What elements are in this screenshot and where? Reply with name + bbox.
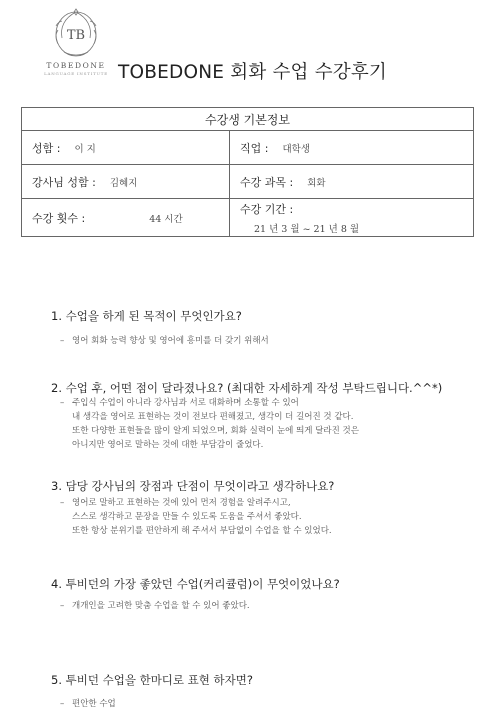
answer-line: 스스로 생각하고 문장을 만들 수 있도록 도움을 주셔서 좋았다.: [72, 512, 302, 522]
page-title: TOBEDONE 회화 수업 수강후기: [118, 62, 387, 83]
answer-2: [60, 396, 359, 452]
answer-4: [60, 599, 250, 613]
teacher-cell: [22, 165, 230, 199]
period-value: 21 년 3 월 ~ 21 년 8 월: [254, 223, 360, 235]
question-2: 2. 수업 후, 어떤 점이 달라졌나요? (최대한 자세하게 작성 부탁드립니다.^^*): [51, 381, 443, 395]
course-value: 회화: [307, 177, 326, 189]
teacher-value: 김혜지: [109, 177, 138, 189]
info-table-heading: 수강생 기본정보: [22, 108, 474, 131]
logo-emblem-icon: [50, 8, 102, 60]
logo: [28, 8, 124, 76]
count-value: 44 시간: [149, 213, 183, 225]
student-info-table: [21, 107, 474, 237]
answer-5: [60, 697, 116, 711]
answer-3: [60, 496, 332, 538]
logo-subtitle: LANGUAGE INSTITUTE: [44, 71, 108, 76]
answer-line: 또한 항상 분위기를 편안하게 해 주셔서 부담없이 수업을 할 수 있었다.: [72, 526, 332, 536]
question-5: 5. 투비던 수업을 한마디로 표현 하자면?: [51, 673, 253, 687]
period-label: 수강 기간 :: [240, 202, 294, 216]
answer-line: – 영어로 말하고 표현하는 것에 있어 먼저 경험을 알려주시고,: [60, 498, 291, 508]
job-label: 직업 :: [240, 141, 269, 155]
answer-line: – 주입식 수업이 아니라 강사님과 서로 대화하며 소통할 수 있어: [60, 398, 299, 408]
answer-line: – 개개인을 고려한 맞춤 수업을 할 수 있어 좋았다.: [60, 601, 250, 611]
question-1: 1. 수업을 하게 된 목적이 무엇인가요?: [51, 309, 242, 323]
answer-line: – 편안한 수업: [60, 699, 116, 709]
name-value: 이 지: [74, 143, 96, 155]
logo-monogram: TB: [66, 28, 86, 43]
count-cell: [22, 199, 230, 237]
name-cell: [22, 131, 230, 165]
answer-line: 내 생각을 영어로 표현하는 것이 전보다 편해졌고, 생각이 더 길어진 것 같다.: [72, 412, 354, 422]
period-cell: [230, 199, 474, 237]
job-value: 대학생: [282, 143, 310, 155]
count-label: 수강 횟수 :: [32, 211, 86, 225]
job-cell: [230, 131, 474, 165]
logo-name: TOBEDONE: [46, 61, 106, 70]
teacher-label: 강사님 성함 :: [32, 175, 96, 189]
answer-line: 또한 다양한 표현들을 많이 알게 되었으며, 회화 실력이 눈에 띄게 달라진 것은: [72, 426, 359, 436]
question-3: 3. 담당 강사님의 장점과 단점이 무엇이라고 생각하나요?: [51, 479, 335, 493]
course-label: 수강 과목 :: [240, 175, 294, 189]
answer-1: [60, 334, 269, 348]
answer-line: 아니지만 영어로 말하는 것에 대한 부담감이 줄었다.: [72, 440, 264, 450]
name-label: 성함 :: [32, 141, 61, 155]
course-cell: [230, 165, 474, 199]
answer-line: – 영어 회화 능력 향상 및 영어에 흥미를 더 갖기 위해서: [60, 336, 269, 346]
question-4: 4. 투비던의 가장 좋았던 수업(커리큘럼)이 무엇이었나요?: [51, 577, 340, 591]
